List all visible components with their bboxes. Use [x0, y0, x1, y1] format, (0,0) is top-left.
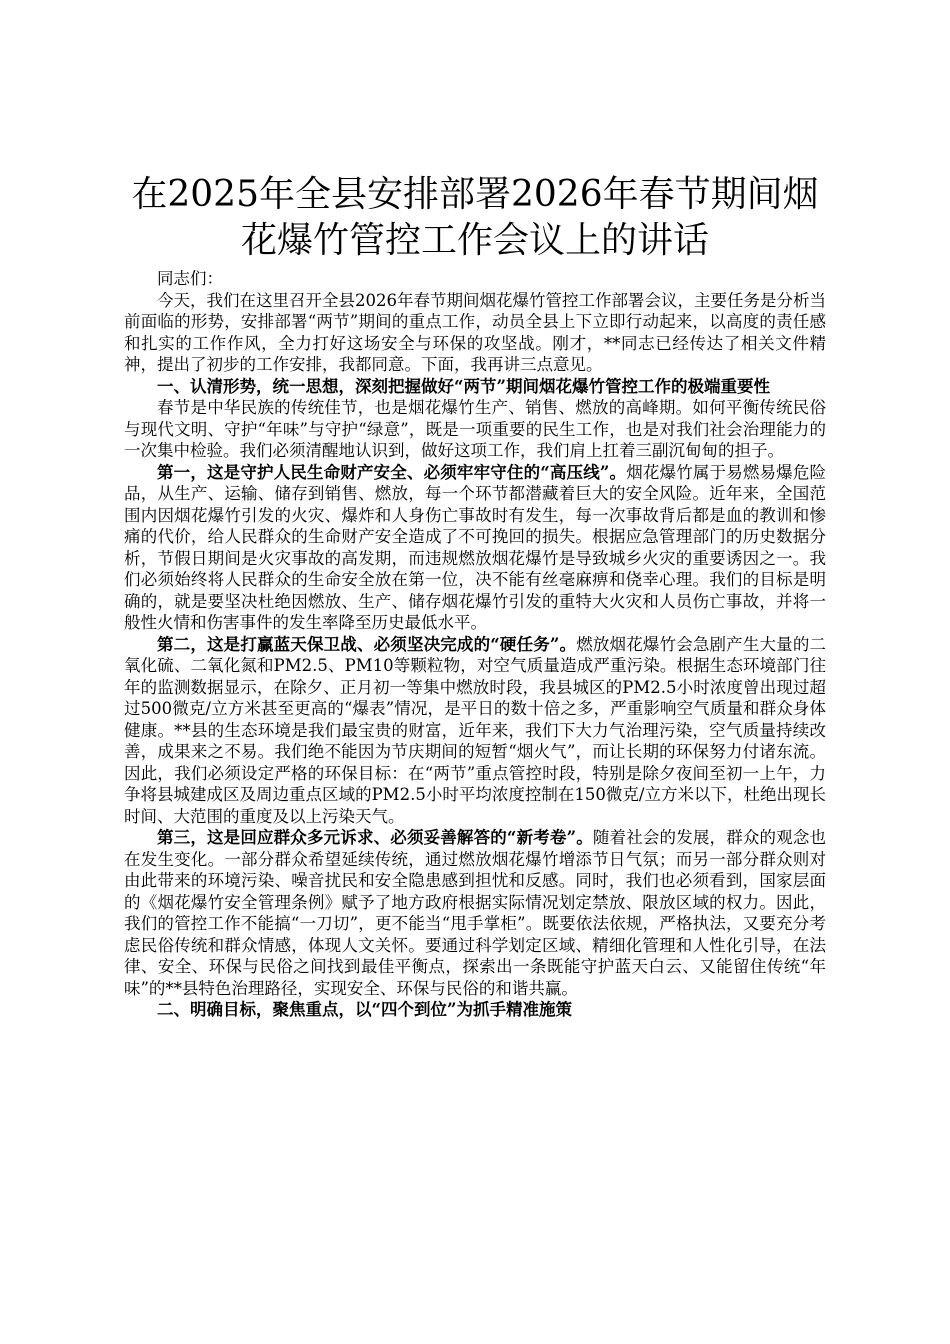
point-1-lead: 第一，这是守护人民生命财产安全、必须牢牢守住的“高压线”。: [157, 462, 627, 482]
intro-paragraph: 今天，我们在这里召开全县2026年春节期间烟花爆竹管控工作部署会议，主要任务是分析当前面临的形势，安排部署“两节”期间的重点工作，动员全县上下立即行动起来，以高度的责任感和扎实的工作作风，全力打好这场安全与环保的攻坚战。刚才，**同志已经传达了相关文件精神，提出了初步的工作安排，我都同意。下面，我再讲三点意见。: [124, 290, 826, 374]
section-2-heading: 二、明确目标，聚焦重点，以“四个到位”为抓手精准施策: [157, 1000, 572, 1019]
section-1-heading: 一、认清形势，统一思想，深刻把握做好“两节”期间烟花爆竹管控工作的极端重要性: [157, 376, 770, 396]
point-1-paragraph: [124, 462, 826, 634]
document-title: 在2025年全县安排部署2026年春节期间烟花爆竹管控工作会议上的讲话: [131, 174, 819, 261]
document-page: [124, 172, 826, 1021]
point-3-lead: 第三，这是回应群众多元诉求、必须妥善解答的“新考卷”。: [157, 828, 593, 847]
point-2-body: 燃放烟花爆竹会急剧产生大量的二氧化硫、二氧化氮和PM2.5、PM10等颗粒物，对空气质量造成严重污染。根据生态环境部门往年的监测数据显示，在除夕、正月初一等集中燃放时段，我县城区的PM2.5小时浓度曾出现过超过500微克/立方米甚至更高的“爆表”情况，是平日的数十倍之多，严重影响空气质量和群众身体健康。**县的生态环境是我们最宝贵的财富，近年来，我们下大力气治理污染，空气质量持续改善，成果来之不易。我们绝不能因为节庆期间的短暂“烟火气”，而让长期的环保努力付诸东流。因此，我们必须设定严格的环保目标：在“两节”重点管控时段，特别是除夕夜间至初一上午，力争将县城建成区及周边重点区域的PM2.5小时平均浓度控制在150微克/立方米以下，杜绝出现长时间、大范围的重度及以上污染天气。: [124, 634, 826, 826]
point-2-lead: 第二，这是打赢蓝天保卫战、必须坚决完成的“硬任务”。: [157, 634, 577, 654]
point-3-paragraph: [124, 827, 826, 999]
point-1-body: 烟花爆竹属于易燃易爆危险品，从生产、运输、储存到销售、燃放，每一个环节都潜藏着巨大的安全风险。近年来，全国范围内因烟花爆竹引发的火灾、爆炸和人身伤亡事故时有发生，每一次事故背后都是血的教训和惨痛的代价，给人民群众的生命财产安全造成了不可挽回的损失。根据应急管理部门的历史数据分析，节假日期间是火灾事故的高发期，而违规燃放烟花爆竹是导致城乡火灾的重要诱因之一。我们必须始终将人民群众的生命安全放在第一位，决不能有丝毫麻痹和侥幸心理。我们的目标是明确的，就是要坚决杜绝因燃放、生产、储存烟花爆竹引发的重特大火灾和人员伤亡事故，并将一般性火情和伤害事件的发生率降至历史最低水平。: [124, 462, 827, 632]
point-3-body: 随着社会的发展，群众的观念也在发生变化。一部分群众希望延续传统，通过燃放烟花爆竹增添节日气氛；而另一部分群众则对由此带来的环境污染、噪音扰民和安全隐患感到担忧和反感。同时，我们也必须看到，国家层面的《烟花爆竹安全管理条例》赋予了地方政府根据实际情况划定禁放、限放区域的权力。因此，我们的管控工作不能搞“一刀切”，更不能当“甩手掌柜”。既要依法依规，严格执法，又要充分考虑民俗传统和群众情感，体现人文关怀。要通过科学划定区域、精细化管理和人性化引导，在法律、安全、环保与民俗之间找到最佳平衡点，探索出一条既能守护蓝天白云、又能留住传统“年味”的**县特色治理路径，实现安全、环保与民俗的和谐共赢。: [124, 828, 827, 998]
salutation: 同志们：: [157, 269, 223, 288]
point-2-paragraph: [124, 634, 826, 828]
section-1-intro-paragraph: 春节是中华民族的传统佳节，也是烟花爆竹生产、销售、燃放的高峰期。如何平衡传统民俗与现代文明、守护“年味”与守护“绿意”，既是一项重要的民生工作，也是对我们社会治理能力的一次集中检验。我们必须清醒地认识到，做好这项工作，我们肩上扛着三副沉甸甸的担子。: [124, 398, 826, 460]
